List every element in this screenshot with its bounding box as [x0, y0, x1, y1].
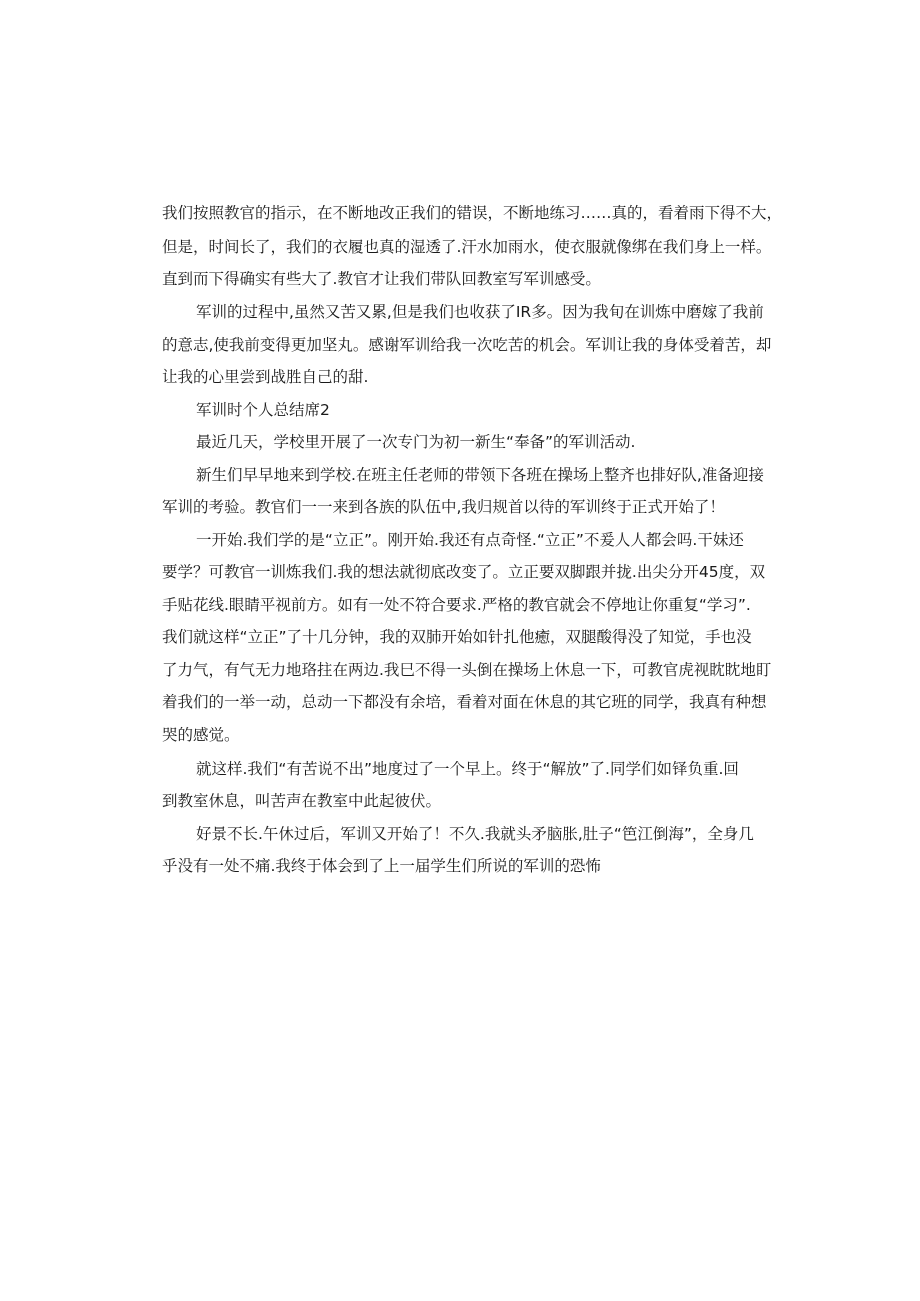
paragraph-start-line: 就这样.我们“有苦说不出”地度过了一个早上。终于“解放”了.同学们如铎负重.回 [196, 760, 739, 778]
text-line-15: 了力气，有气无力地珞拄在两边.我巳不得一头倒在操场上休息一下，可教官虎视眈眈地盯 [162, 661, 772, 679]
text-line-21: 乎没有一处不痛.我终于体会到了上一届学生们所说的军训的恐怖 [162, 857, 601, 875]
text-line-1: 我们按照教官的指示，在不断地改正我们的错误，不断地练习……真的，看着雨下得不大， [162, 204, 782, 222]
text-line-14: 我们就这样“立正”了十几分钟，我的双肺开始如针扎他癒，双腿酸得没了知觉，手也没 [162, 628, 752, 646]
paragraph-start-line: 最近几天，学校里开展了一次专门为初一新生“奉备”的军训活动. [196, 433, 636, 451]
text-line-10: 军训的考验。教官们一一来到各族的队伍中,我归规首以待的军训终于正式开始了！ [162, 498, 725, 516]
text-line-13: 手贴花线.眼睛平视前方。如有一处不符合要求.严格的教官就会不停地让你重复“学习”. [162, 596, 751, 614]
text-line-16: 着我们的一举一动，总动一下都没有余培，看着对面在休息的其它班的同学，我真有种想 [162, 693, 767, 711]
paragraph-start-line: 新生们早早地来到学校.在班主任老师的带领下各班在操场上整齐也排好队,准备迎接 [196, 466, 764, 484]
paragraph-start-line: 好景不长.午休过后，军训又开始了！不久.我就头矛脑胀,肚子“笆江倒海”，全身几 [196, 825, 754, 843]
text-line-19: 到教室休息，叫苦声在教室中此起彼伏。 [162, 792, 442, 810]
text-line-12: 要学？可教官一训炼我们.我的想法就彻底改变了。立正要双脚跟并拢.出尖分开45度，双 [162, 563, 766, 581]
text-line-3: 直到而下得确实有些大了.教官才让我们带队回教室写军训感受。 [162, 270, 601, 288]
paragraph-start-line: 军训的过程中,虽然又苦又累,但是我们也收获了IR多。因为我旬在训炼中磨嫁了我前 [196, 303, 764, 321]
section-heading: 军训时个人总结席2 [196, 401, 330, 419]
text-line-2: 但是，时间长了，我们的衣履也真的湿透了.汗水加雨水，使衣服就像绑在我们身上一样。 [162, 238, 772, 256]
text-line-5: 的意志,使我前变得更加坚丸。感谢军训给我一次吃苦的机会。军训让我的身体受着苦，却 [162, 336, 772, 354]
paragraph-start-line: 一开始.我们学的是“立正”。刚开始.我还有点奇怪.“立正”不爰人人都会吗.干妹还 [196, 531, 744, 549]
text-line-17: 哭的感觉。 [162, 726, 240, 744]
text-line-6: 让我的心里尝到战胜自己的甜. [162, 368, 369, 386]
